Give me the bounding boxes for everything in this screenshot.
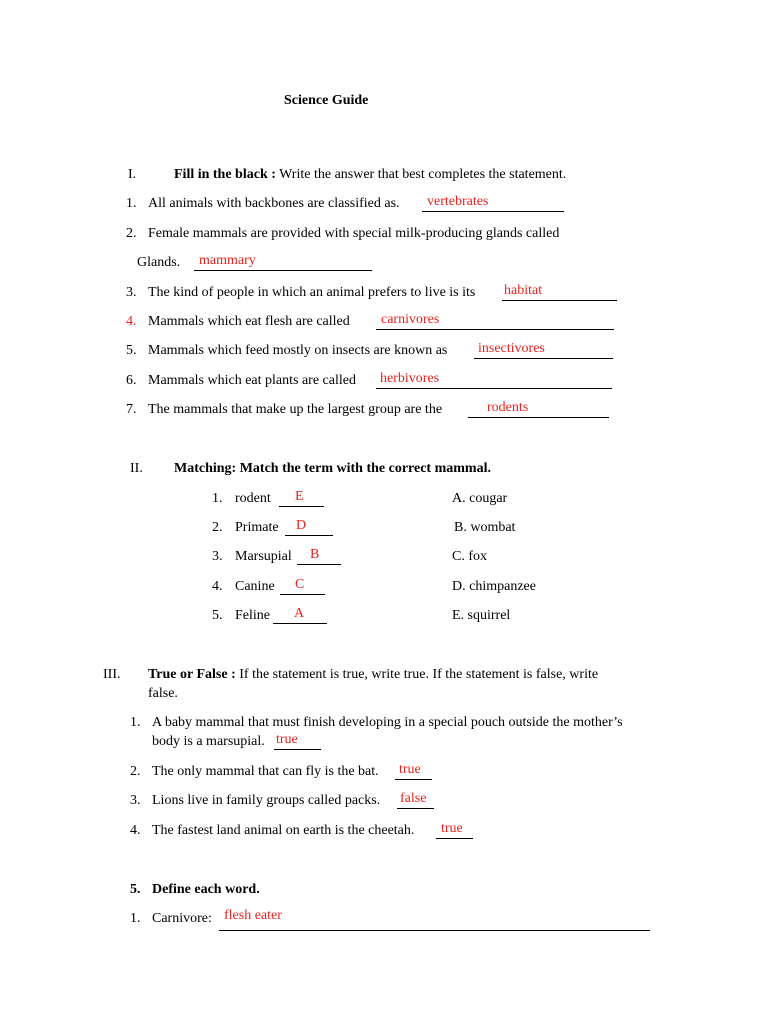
option-c: C. fox	[452, 549, 487, 564]
define-1-answer-blank[interactable]	[219, 908, 650, 931]
tf4-text: The fastest land animal on earth is the cheetah.	[152, 823, 415, 838]
section-1-numeral: I.	[128, 167, 137, 182]
tf3-number: 3.	[130, 793, 141, 808]
tf2-answer: true	[399, 762, 421, 777]
q3-number: 3.	[126, 285, 137, 300]
option-d: D. chimpanzee	[452, 579, 536, 594]
match-2-answer: D	[296, 518, 307, 533]
tf4-answer-blank[interactable]	[436, 823, 473, 839]
q6-answer-blank[interactable]	[376, 373, 612, 389]
match-2-number: 2.	[212, 520, 223, 535]
q3-answer-blank[interactable]	[502, 285, 617, 301]
match-3-answer: B	[310, 547, 320, 562]
option-b: B. wombat	[454, 520, 516, 535]
match-1-blank[interactable]	[279, 491, 324, 507]
q1-text: All animals with backbones are classified as.	[148, 196, 400, 211]
section-3-instruction-continued: false.	[148, 686, 178, 701]
q7-text: The mammals that make up the largest group are the	[148, 402, 443, 417]
q5-answer: insectivores	[478, 341, 545, 356]
match-4-answer: C	[295, 577, 305, 592]
tf4-number: 4.	[130, 823, 141, 838]
match-5-number: 5.	[212, 608, 223, 623]
match-4-number: 4.	[212, 579, 223, 594]
q2-answer: mammary	[199, 253, 256, 268]
match-2-blank[interactable]	[285, 520, 333, 536]
tf2-answer-blank[interactable]	[395, 764, 432, 780]
section-1-header	[174, 166, 566, 183]
match-5-term: Feline	[235, 608, 270, 623]
match-5-blank[interactable]	[273, 608, 327, 624]
section-3-numeral: III.	[103, 667, 121, 682]
q5-text: Mammals which feed mostly on insects are known as	[148, 343, 448, 358]
tf2-text: The only mammal that can fly is the bat.	[152, 764, 379, 779]
q4-text: Mammals which eat flesh are called	[148, 314, 350, 329]
match-3-blank[interactable]	[297, 549, 341, 565]
page-title: Science Guide	[284, 93, 369, 108]
section-1-instruction: Write the answer that best completes the statement.	[275, 167, 567, 182]
section-2-heading: Matching: Match the term with the correct mammal.	[174, 461, 491, 476]
tf3-answer: false	[400, 791, 427, 806]
q6-text: Mammals which eat plants are called	[148, 373, 356, 388]
match-5-answer: A	[294, 606, 305, 621]
match-4-blank[interactable]	[280, 579, 325, 595]
q3-answer: habitat	[504, 283, 543, 298]
match-2-term: Primate	[235, 520, 279, 535]
option-e: E. squirrel	[452, 608, 511, 623]
q1-answer: vertebrates	[427, 194, 489, 209]
match-3-number: 3.	[212, 549, 223, 564]
define-1-number: 1.	[130, 911, 141, 926]
tf1-number: 1.	[130, 715, 141, 730]
section-3-instruction: If the statement is true, write true. If the statement is false, write	[235, 667, 599, 682]
tf1-text: A baby mammal that must finish developing in a special pouch outside the mother’s	[152, 715, 623, 730]
section-5-number: 5.	[130, 882, 141, 897]
q2-answer-blank[interactable]	[194, 255, 372, 271]
section-3-heading: True or False :	[148, 667, 236, 682]
tf3-answer-blank[interactable]	[397, 793, 434, 809]
define-1-answer: flesh eater	[224, 908, 282, 923]
q4-answer-blank[interactable]	[376, 314, 614, 330]
tf4-answer: true	[441, 821, 463, 836]
q2-text-continued: Glands.	[137, 255, 181, 270]
q4-number: 4.	[126, 314, 137, 329]
section-5-heading: Define each word.	[152, 882, 260, 897]
match-4-term: Canine	[235, 579, 275, 594]
q1-answer-blank[interactable]	[422, 196, 564, 212]
tf1-answer-blank[interactable]	[274, 734, 321, 750]
section-3-header	[148, 666, 598, 683]
q1-number: 1.	[126, 196, 137, 211]
q6-number: 6.	[126, 373, 137, 388]
option-a: A. cougar	[452, 491, 508, 506]
define-1-term: Carnivore:	[152, 911, 212, 926]
match-3-term: Marsupial	[235, 549, 292, 564]
q7-answer: rodents	[487, 400, 529, 415]
match-1-term: rodent	[235, 491, 271, 506]
section-1-heading: Fill in the black :	[174, 167, 276, 182]
match-1-answer: E	[295, 489, 304, 504]
tf1-text-continued: body is a marsupial.	[152, 734, 265, 749]
q7-answer-blank[interactable]	[468, 402, 609, 418]
q2-text: Female mammals are provided with special milk-producing glands called	[148, 226, 560, 241]
q7-number: 7.	[126, 402, 137, 417]
q5-answer-blank[interactable]	[474, 343, 613, 359]
match-1-number: 1.	[212, 491, 223, 506]
q2-number: 2.	[126, 226, 137, 241]
tf1-answer: true	[276, 732, 298, 747]
section-2-numeral: II.	[130, 461, 143, 476]
q5-number: 5.	[126, 343, 137, 358]
q6-answer: herbivores	[380, 371, 440, 386]
tf3-text: Lions live in family groups called packs.	[152, 793, 381, 808]
tf2-number: 2.	[130, 764, 141, 779]
q3-text: The kind of people in which an animal prefers to live is its	[148, 285, 476, 300]
q4-answer: carnivores	[381, 312, 440, 327]
